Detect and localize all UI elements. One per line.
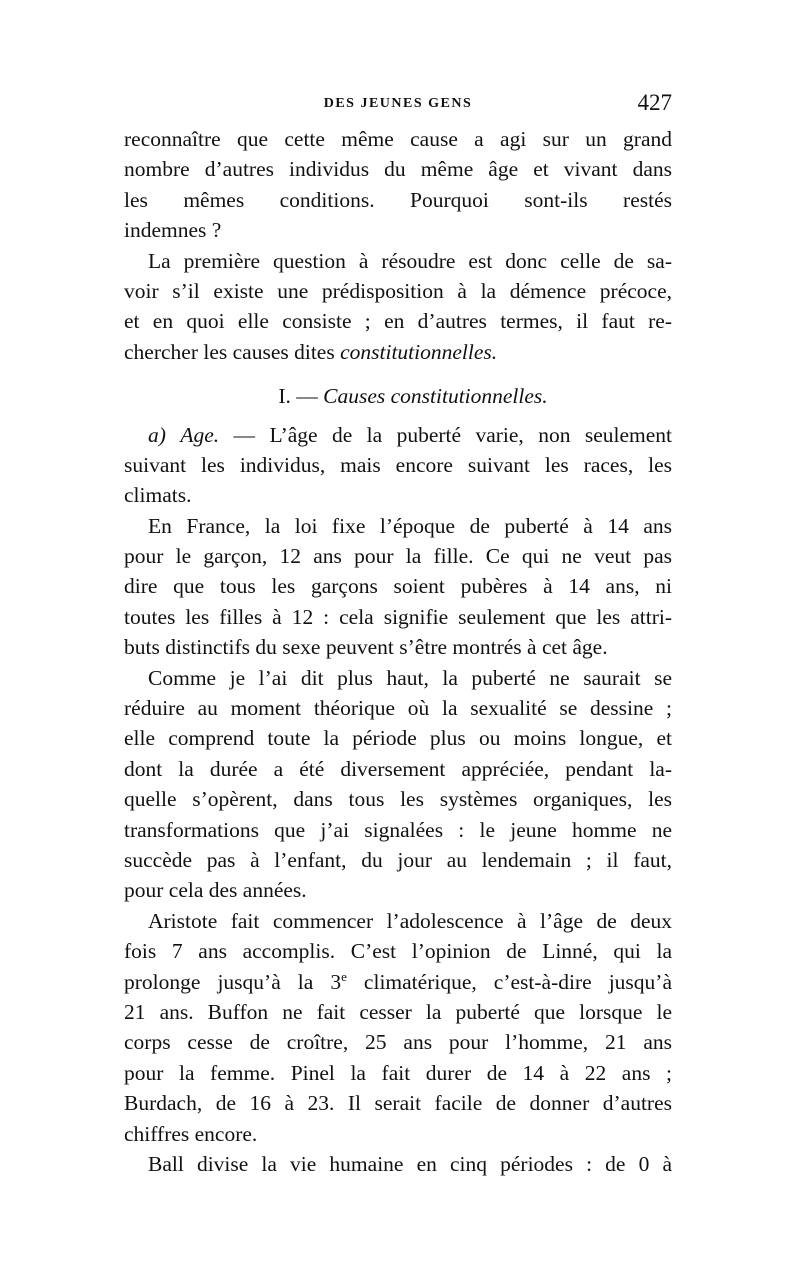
text-fragment: climatérique, c’est-à-dire jusqu’à	[346, 969, 672, 994]
text-line: transformations que j’ai signalées : le jeune homme ne	[124, 817, 672, 842]
text-line: les mêmes conditions. Pourquoi sont-ils restés	[124, 187, 672, 212]
text-line: toutes les filles à 12 : cela signifie seulement que les attri-	[124, 604, 672, 629]
text-line: Aristote fait commencer l’adolescence à l’âge de deux	[148, 908, 672, 933]
text-line: buts distinctifs du sexe peuvent s’être montrés à cet âge.	[124, 635, 608, 660]
text-line: dont la durée a été diversement appréciée, pendant la-	[124, 756, 672, 781]
superscript: e	[341, 968, 347, 984]
text-fragment: chercher les causes dites	[124, 339, 335, 364]
text-line: elle comprend toute la période plus ou moins longue, et	[124, 726, 672, 751]
text-line	[124, 967, 672, 997]
text-line: Ball divise la vie humaine en cinq périodes : de 0 à	[148, 1151, 672, 1176]
text-line: La première question à résoudre est donc celle de sa-	[148, 248, 672, 273]
text-line: nombre d’autres individus du même âge et vivant dans	[124, 157, 672, 182]
text-line: suivant les individus, mais encore suivant les races, les	[124, 452, 672, 477]
page-number: 427	[637, 90, 672, 115]
text-line: pour la femme. Pinel la fait durer de 14 à 22 ans ;	[124, 1060, 672, 1085]
text-line: corps cesse de croître, 25 ans pour l’homme, 21 ans	[124, 1030, 672, 1055]
item-title: Age.	[180, 422, 220, 447]
running-title: DES JEUNES GENS	[323, 96, 473, 111]
section-heading	[124, 381, 672, 411]
text-line: climats.	[124, 483, 192, 508]
text-line: dire que tous les garçons soient pubères à 14 ans, ni	[124, 574, 672, 599]
section-title: Causes constitutionnelles.	[323, 384, 548, 409]
text-line: En France, la loi fixe l’époque de puberté à 14 ans	[148, 513, 672, 538]
text-line: 21 ans. Buffon ne fait cesser la puberté que lorsque le	[124, 999, 672, 1024]
text-line: Burdach, de 16 à 23. Il serait facile de donner d’autres	[124, 1091, 672, 1116]
text-line	[124, 420, 672, 450]
text-line: pour le garçon, 12 ans pour la fille. Ce qui ne veut pas	[124, 544, 672, 569]
text-line: indemnes ?	[124, 218, 222, 243]
text-line: pour cela des années.	[124, 878, 307, 903]
running-head	[124, 92, 672, 122]
text-line: chiffres encore.	[124, 1121, 258, 1146]
text-fragment: — L’âge de la puberté varie, non seulement	[233, 422, 673, 447]
text-line: voir s’il existe une prédisposition à la démence précoce,	[124, 278, 672, 303]
item-label: a)	[148, 422, 166, 447]
italic-term: constitutionnelles.	[340, 339, 498, 364]
text-line	[124, 337, 672, 367]
text-line: quelle s’opèrent, dans tous les systèmes organiques, les	[124, 787, 672, 812]
text-fragment: prolonge jusqu’à la 3	[124, 969, 342, 994]
text-line: reconnaître que cette même cause a agi sur un grand	[124, 127, 672, 151]
body-text	[124, 124, 672, 1179]
text-line: et en quoi elle consiste ; en d’autres termes, il faut re-	[124, 309, 672, 334]
text-line: réduire au moment théorique où la sexualité se dessine ;	[124, 696, 672, 721]
section-number: I. —	[278, 384, 318, 409]
text-line: succède pas à l’enfant, du jour au lendemain ; il faut,	[124, 847, 672, 872]
text-line: Comme je l’ai dit plus haut, la puberté ne saurait se	[148, 665, 672, 690]
text-line: fois 7 ans accomplis. C’est l’opinion de Linné, qui la	[124, 939, 672, 964]
